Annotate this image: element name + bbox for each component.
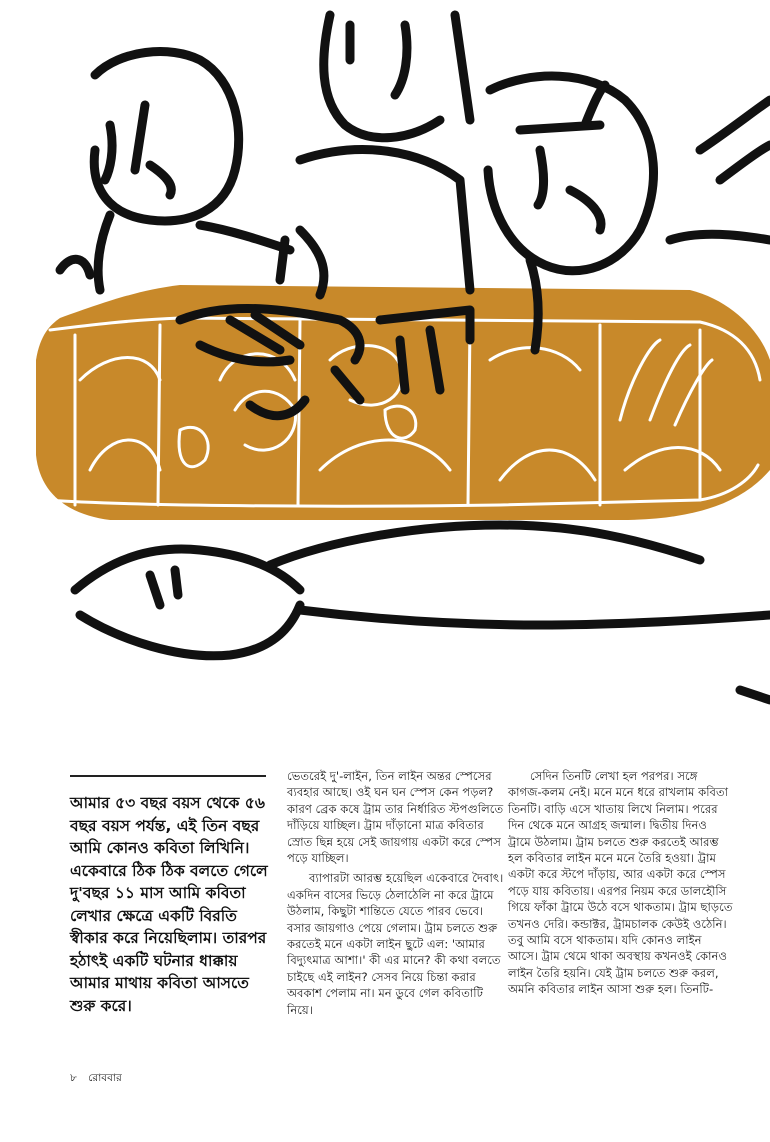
page-folio [70, 1071, 122, 1088]
article-column-3 [508, 768, 733, 1002]
paragraph: সেদিন তিনটি লেখা হল পরপর। সঙ্গে কাগজ-কলম নেই। মনে মনে ধরে রাখলাম কবিতা তিনটি। বাড়ি এসে খাতায় লিখে নিলাম। পরের দিন থেকে মনে আগ্রহ জন্মাল। দ্বিতীয় দিনও ট্রামে উঠলাম। ট্রাম চলতে শুরু করতেই আরম্ভ হল কবিতার লাইন মনে মনে তৈরি হওয়া। ট্রাম একটা করে স্টপে দাঁড়ায়, আর একটা করে স্পেস পড়ে যায় কবিতায়। এরপর নিয়ম করে ডালহৌসি গিয়ে ফাঁকা ট্রামে উঠে বসে থাকতাম। ট্রাম ছাড়তে তখনও দেরি। কন্ডাক্টর, ট্রামচালক কেউই ওঠেনি। তবু আমি বসে থাকতাম। যদি কোনও লাইন আসে। ট্রাম থেমে থাকা অবস্থায় কখনওই কোনও লাইন তৈরি হয়নি। যেই ট্রাম চলতে শুরু করল, অমনি কবিতার লাইন আসা শুরু হল। তিনটি- [508, 769, 733, 997]
pull-quote-rule [70, 775, 266, 777]
section-name: রোববার [88, 1072, 122, 1084]
pull-quote: আমার ৫৩ বছর বয়স থেকে ৫৬ বছর বয়স পর্যন্ত, এই তিন বছর আমি কোনও কবিতা লিখিনি। একেবারে ঠিক ঠিক বলতে গেলে দু'বছর ১১ মাস আমি কবিতা লেখার ক্ষেত্রে একটি বিরতি স্বীকার করে নিয়েছিলাম। তারপর হঠাৎই একটি ঘটনার ধাক্কায় আমার মাথায় কবিতা আসতে শুরু করে। [70, 794, 268, 1015]
page-number: ৮ [70, 1072, 77, 1084]
paragraph: ভেতরেই দু'-লাইন, তিন লাইন অন্তর স্পেসের ব্যবহার আছে। ওই ঘন ঘন স্পেস কেন পড়ল? কারণ ব্রেক কষে ট্রাম তার নির্ধারিত স্টপগুলিতে দাঁড়িয়ে যাচ্ছিল। ট্রাম দাঁড়ানো মাত্র কবিতার স্রোত ছিন্ন হয়ে সেই জায়গায় একটা করে স্পেস পড়ে যাচ্ছিল। [287, 769, 504, 866]
article-column-2 [287, 768, 507, 1022]
paragraph: ব্যাপারটা আরম্ভ হয়েছিল একেবারে দৈবাৎ। একদিন বাসের ভিড়ে ঠেলাঠেলি না করে ট্রামে উঠলাম, কিছুটা শান্তিতে যেতে পারব ভেবে। বসার জায়গাও পেয়ে গেলাম। ট্রাম চলতে শুরু করতেই মনে একটা লাইন ছুটে এল: 'আমার বিদ্যুৎমাত্র আশা।' কী এর মানে? কী কথা বলতে চাইছে এই লাইন? সেসব নিয়ে চিন্তা করার অবকাশ পেলাম না। মন ডুবে গেল কবিতাটি নিয়ে। [287, 871, 504, 1017]
